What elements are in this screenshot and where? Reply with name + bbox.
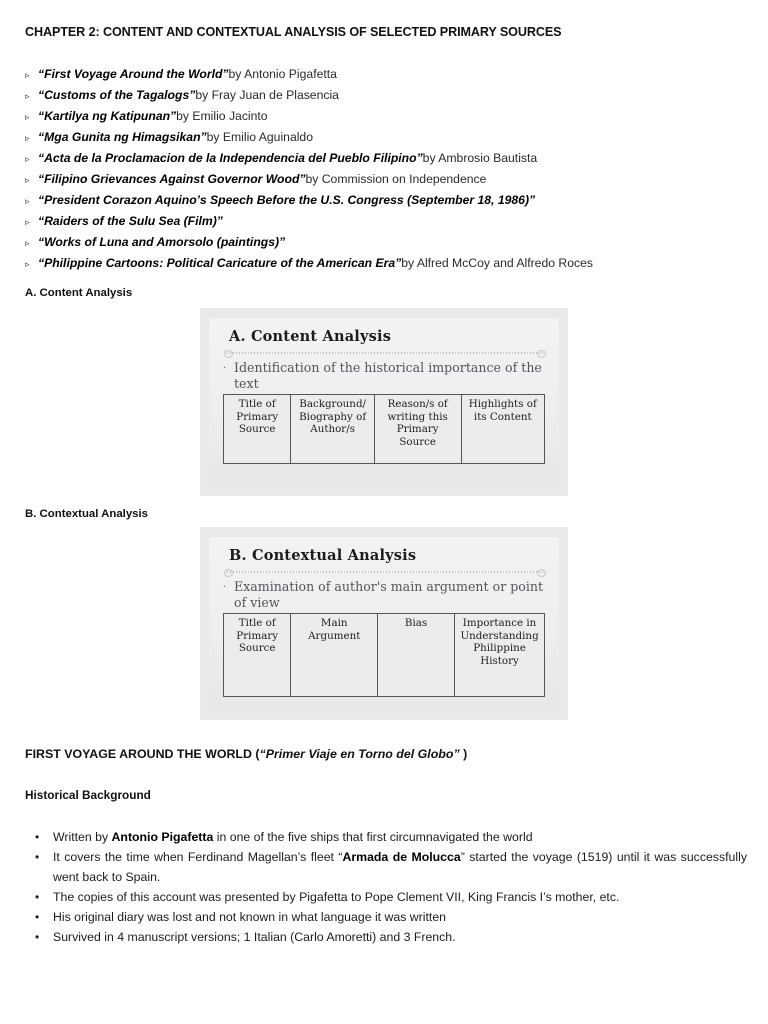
cell-line: Bias xyxy=(404,617,428,629)
source-author: by Alfred McCoy and Alfredo Roces xyxy=(401,256,593,270)
triangle-right-icon: ▹ xyxy=(25,91,30,101)
cell-line: Biography of xyxy=(299,410,367,423)
list-item-text xyxy=(53,907,747,927)
source-list-item xyxy=(25,211,743,232)
contextual-analysis-slide-image xyxy=(200,527,568,720)
source-author: by Fray Juan de Plasencia xyxy=(195,88,339,102)
source-author: by Commission on Independence xyxy=(305,172,487,186)
list-item-text xyxy=(53,827,747,847)
table-header-cell xyxy=(374,395,461,464)
slide-a-bullet xyxy=(223,360,545,391)
cell-line: Source xyxy=(238,642,276,655)
slide-a-title: A. Content Analysis xyxy=(229,328,392,345)
cell-line: Philippine xyxy=(473,642,526,655)
dot-icon: · xyxy=(223,363,227,374)
first-voyage-heading-spanish: “Primer Viaje en Torno del Globo” xyxy=(259,747,460,761)
plain-text: Survived in 4 manuscript versions; 1 Italian (Carlo Amoretti) and 3 French. xyxy=(53,930,456,944)
slide-b-bullet xyxy=(223,579,545,610)
cell-line: Primary xyxy=(236,629,279,642)
list-item xyxy=(35,827,747,847)
table-row xyxy=(224,395,545,464)
emphasis-text: Armada de Molucca xyxy=(342,850,461,864)
cell-line: Understanding xyxy=(460,629,539,642)
source-author: by Emilio Aguinaldo xyxy=(206,130,313,144)
triangle-right-icon: ▹ xyxy=(25,217,30,227)
first-voyage-heading xyxy=(25,747,467,761)
source-title: “First Voyage Around the World” xyxy=(38,67,229,81)
triangle-right-icon: ▹ xyxy=(25,238,30,248)
content-analysis-slide-image xyxy=(200,308,568,496)
cell-line: writing this xyxy=(387,410,448,423)
section-label-contextual-analysis: B. Contextual Analysis xyxy=(25,508,149,520)
table-header-cell xyxy=(455,614,545,697)
cell-line: Primary xyxy=(396,423,439,436)
triangle-right-icon: ▹ xyxy=(25,196,30,206)
bullet-dot-icon: • xyxy=(35,910,40,924)
cell-line: Source xyxy=(238,423,276,436)
plain-text: It covers the time when Ferdinand Magellan’s fleet “ xyxy=(53,850,343,864)
source-list-item xyxy=(25,253,743,274)
source-author: by Ambrosio Bautista xyxy=(422,151,538,165)
source-list-item xyxy=(25,148,743,169)
source-title: “Kartilya ng Katipunan” xyxy=(38,109,177,123)
source-title: “President Corazon Aquino’s Speech Before the U.S. Congress (September 18, 1986)” xyxy=(38,193,536,207)
plain-text: ” started the voyage (1519) until it was successfully went back to Spain. xyxy=(53,850,747,884)
plain-text: Written by xyxy=(53,830,112,844)
cell-line: Title of xyxy=(238,617,276,629)
source-list-item xyxy=(25,106,743,127)
table-header-cell xyxy=(461,395,544,464)
table-row xyxy=(224,614,545,697)
historical-background-list xyxy=(35,827,747,947)
source-title: “Philippine Cartoons: Political Caricature of the American Era” xyxy=(38,256,402,270)
plain-text: in one of the five ships that first circumnavigated the world xyxy=(213,830,533,844)
list-item xyxy=(35,927,747,947)
table-header-cell xyxy=(291,395,374,464)
first-voyage-heading-close: ) xyxy=(459,747,468,761)
primary-source-list xyxy=(25,64,743,274)
chapter-title: CHAPTER 2: CONTENT AND CONTEXTUAL ANALYSIS OF SELECTED PRIMARY SOURCES xyxy=(25,25,562,39)
content-analysis-table xyxy=(223,394,545,464)
table-header-cell xyxy=(378,614,455,697)
dot-icon: · xyxy=(223,582,227,593)
cell-line: its Content xyxy=(473,410,532,423)
bullet-dot-icon: • xyxy=(35,890,40,904)
cell-line: Background/ xyxy=(299,398,366,410)
list-item-text xyxy=(53,927,747,947)
source-list-item xyxy=(25,169,743,190)
source-title: “Customs of the Tagalogs” xyxy=(38,88,196,102)
source-list-item xyxy=(25,190,743,211)
source-title: “Raiders of the Sulu Sea (Film)” xyxy=(38,214,223,228)
list-item-text xyxy=(53,847,747,887)
cell-line: History xyxy=(480,654,519,667)
emphasis-text: Antonio Pigafetta xyxy=(111,830,214,844)
source-title: “Filipino Grievances Against Governor Wood” xyxy=(38,172,306,186)
cell-line: Reason/s of xyxy=(387,398,448,410)
cell-line: Main xyxy=(320,617,348,629)
table-header-cell xyxy=(224,395,291,464)
triangle-right-icon: ▹ xyxy=(25,133,30,143)
triangle-right-icon: ▹ xyxy=(25,70,30,80)
slide-b-bullet-text: Examination of author's main argument or point of view xyxy=(234,579,544,610)
triangle-right-icon: ▹ xyxy=(25,259,30,269)
cell-line: Title of xyxy=(238,398,276,410)
source-list-item xyxy=(25,127,743,148)
plain-text: The copies of this account was presented by Pigafetta to Pope Clement VII, King Francis I’s mother, etc. xyxy=(53,890,620,904)
slide-inner-b xyxy=(209,537,559,708)
slide-inner-a xyxy=(209,318,559,484)
cell-line: Highlights of xyxy=(468,398,537,410)
contextual-analysis-table xyxy=(223,613,545,697)
cell-line: Author/s xyxy=(310,423,355,436)
cell-line: Primary xyxy=(236,410,279,423)
list-item xyxy=(35,907,747,927)
triangle-right-icon: ▹ xyxy=(25,112,30,122)
source-title: “Works of Luna and Amorsolo (paintings)” xyxy=(38,235,286,249)
list-item-text xyxy=(53,887,747,907)
plain-text: His original diary was lost and not known in what language it was written xyxy=(53,910,447,924)
first-voyage-heading-english: FIRST VOYAGE AROUND THE WORLD ( xyxy=(25,747,260,761)
cell-line: Importance in xyxy=(462,617,537,629)
source-list-item xyxy=(25,85,743,106)
cell-line: Source xyxy=(399,435,437,448)
section-label-content-analysis: A. Content Analysis xyxy=(25,287,133,299)
table-header-cell xyxy=(224,614,291,697)
source-title: “Mga Gunita ng Himagsikan” xyxy=(38,130,207,144)
bullet-dot-icon: • xyxy=(35,930,40,944)
triangle-right-icon: ▹ xyxy=(25,175,30,185)
list-item xyxy=(35,847,747,887)
bullet-dot-icon: • xyxy=(35,830,40,844)
source-list-item xyxy=(25,232,743,253)
slide-b-title: B. Contextual Analysis xyxy=(229,547,417,564)
bullet-dot-icon: • xyxy=(35,850,40,864)
source-title: “Acta de la Proclamacion de la Independencia del Pueblo Filipino” xyxy=(38,151,423,165)
decorative-divider-icon xyxy=(227,350,543,356)
slide-a-bullet-text: Identification of the historical importance of the text xyxy=(234,360,542,391)
cell-line: Argument xyxy=(308,629,361,642)
historical-background-heading: Historical Background xyxy=(25,788,151,802)
triangle-right-icon: ▹ xyxy=(25,154,30,164)
source-author: by Emilio Jacinto xyxy=(176,109,268,123)
list-item xyxy=(35,887,747,907)
source-list-item xyxy=(25,64,743,85)
decorative-divider-icon xyxy=(227,569,543,575)
table-header-cell xyxy=(291,614,378,697)
source-author: by Antonio Pigafetta xyxy=(228,67,337,81)
